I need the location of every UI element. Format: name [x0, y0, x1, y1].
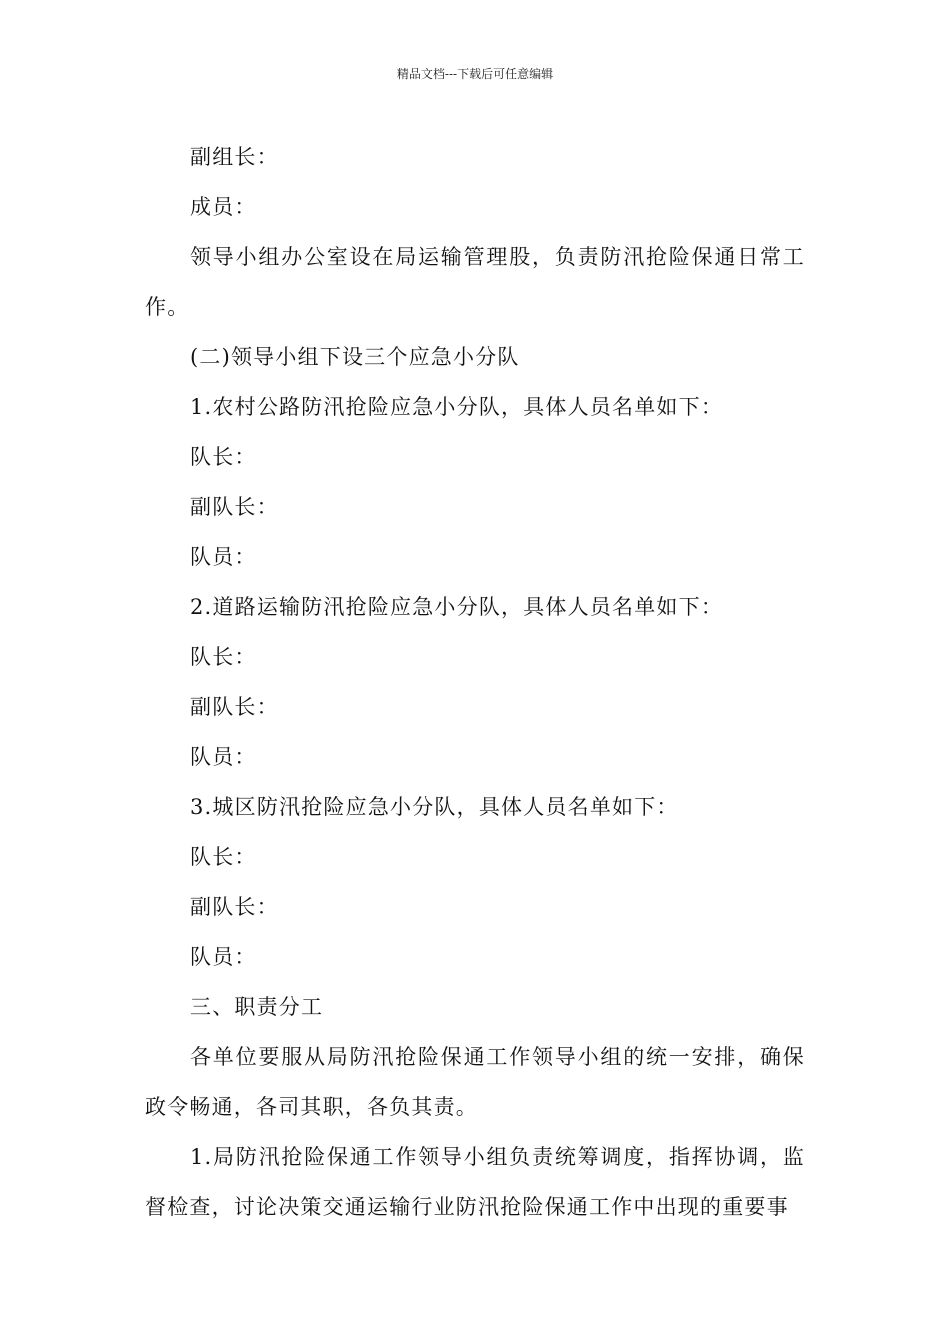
paragraph-deputy-leader: 副组长： — [190, 145, 279, 169]
team-1-members: 队员： — [190, 545, 257, 569]
paragraph-duty-1: 1.局防汛抢险保通工作领导小组负责统筹调度，指挥协调，监督检查，讨论决策交通运输行业防汛抢险保通工作中出现的重要事 — [145, 1145, 805, 1219]
team-2-members: 队员： — [190, 745, 257, 769]
document-body — [145, 132, 805, 1232]
team-2-title: 2.道路运输防汛抢险应急小分队，具体人员名单如下： — [190, 595, 724, 619]
paragraph-office: 领导小组办公室设在局运输管理股，负责防汛抢险保通日常工作。 — [145, 245, 805, 319]
team-3-deputy-leader: 副队长： — [190, 895, 279, 919]
team-3-members: 队员： — [190, 945, 257, 969]
team-2-leader: 队长： — [190, 645, 257, 669]
team-3-leader: 队长： — [190, 845, 257, 869]
paragraph-members: 成员： — [190, 195, 257, 219]
section-heading-duties: 三、职责分工 — [190, 995, 324, 1019]
team-1-leader: 队长： — [190, 445, 257, 469]
paragraph-duties-intro: 各单位要服从局防汛抢险保通工作领导小组的统一安排，确保政令畅通，各司其职，各负其责。 — [145, 1045, 805, 1119]
team-2-deputy-leader: 副队长： — [190, 695, 279, 719]
page-header: 精品文档---下载后可任意编辑 — [396, 67, 554, 81]
section-heading-teams: (二)领导小组下设三个应急小分队 — [190, 345, 520, 369]
team-1-title: 1.农村公路防汛抢险应急小分队，具体人员名单如下： — [190, 395, 724, 419]
team-1-deputy-leader: 副队长： — [190, 495, 279, 519]
team-3-title: 3.城区防汛抢险应急小分队，具体人员名单如下： — [190, 795, 679, 819]
